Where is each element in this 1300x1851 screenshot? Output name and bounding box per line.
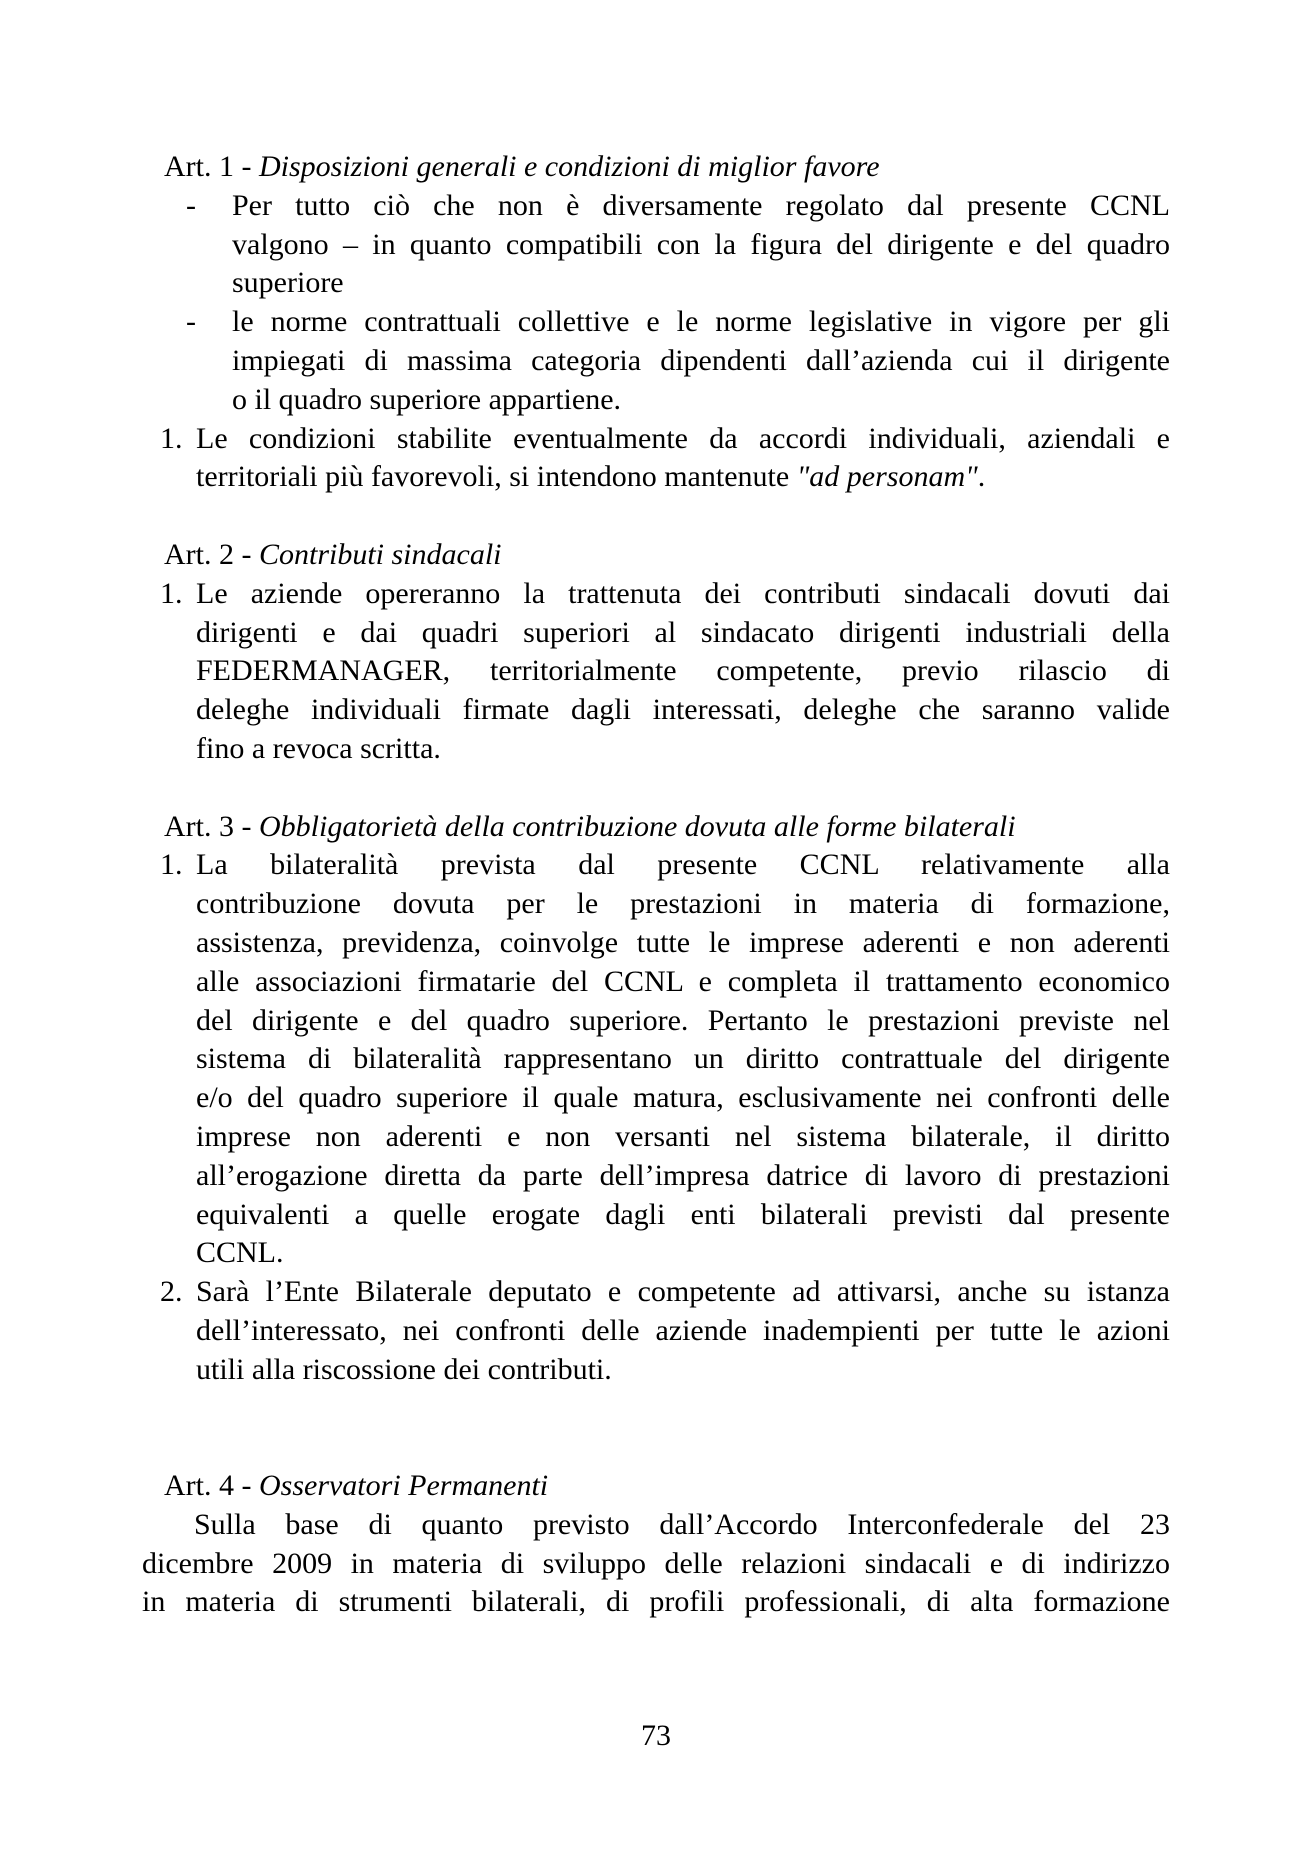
text-line: Sulla base di quanto previsto dall’Accordo Interconfederale del 23 <box>194 1507 1170 1541</box>
text-line: equivalenti a quelle erogate dagli enti bilaterali previsti dal presente <box>196 1197 1170 1231</box>
list-item <box>142 1273 1170 1389</box>
page-footer <box>142 1717 1170 1756</box>
text-line: dirigenti e dai quadri superiori al sindacato dirigenti industriali della <box>196 615 1170 649</box>
text-line: impiegati di massima categoria dipendenti dall’azienda cui il dirigente <box>232 343 1170 377</box>
text-line: le norme contrattuali collettive e le norme legislative in vigore per gli <box>232 305 1170 339</box>
italic-text: "ad personam" <box>796 460 978 494</box>
spacer <box>142 769 1170 808</box>
text-line: La bilateralità prevista dal presente CCNL relativamente alla <box>196 848 1170 882</box>
article-title: Osservatori Permanenti <box>258 1469 549 1503</box>
spacer <box>142 497 1170 536</box>
text-line <box>196 458 1170 497</box>
item-marker: - <box>186 305 196 339</box>
article-number: Art. 1 - <box>164 150 259 183</box>
document-content <box>142 148 1170 1622</box>
article-heading <box>164 148 1170 187</box>
article-heading <box>164 1467 1170 1506</box>
article-number: Art. 4 - <box>164 1469 259 1503</box>
text-segment: territoriali più favorevoli, si intendono mantenute <box>196 460 797 494</box>
text-line: contribuzione dovuta per le prestazioni in materia di formazione, <box>196 887 1170 921</box>
list-item <box>142 575 1170 769</box>
list-item <box>142 187 1170 303</box>
text-line: imprese non aderenti e non versanti nel sistema bilaterale, il diritto <box>196 1119 1170 1153</box>
list-item <box>142 420 1170 498</box>
text-line: in materia di strumenti bilaterali, di profili professionali, di alta formazione <box>142 1585 1170 1619</box>
text-line: Le aziende opereranno la trattenuta dei contributi sindacali dovuti dai <box>196 576 1170 610</box>
text-line: FEDERMANAGER, territorialmente competente, previo rilascio di <box>196 654 1170 688</box>
text-line: o il quadro superiore appartiene. <box>232 382 622 416</box>
article-title: Disposizioni generali e condizioni di miglior favore <box>258 150 880 183</box>
text-line: Sarà l’Ente Bilaterale deputato e competente ad attivarsi, anche su istanza <box>196 1275 1170 1309</box>
text-line: Per tutto ciò che non è diversamente regolato dal presente CCNL <box>232 188 1170 222</box>
text-line: all’erogazione diretta da parte dell’impresa datrice di lavoro di prestazioni <box>196 1158 1170 1192</box>
article-number: Art. 3 - <box>164 809 259 843</box>
item-marker: 2. <box>160 1275 183 1309</box>
text-line: alle associazioni firmatarie del CCNL e completa il trattamento economico <box>196 964 1170 998</box>
text-line: e/o del quadro superiore il quale matura, esclusivamente nei confronti delle <box>196 1081 1170 1115</box>
text-line: fino a revoca scritta. <box>196 731 441 765</box>
article-title: Obbligatorietà della contribuzione dovuta alle forme bilaterali <box>258 809 1016 843</box>
article-title: Contributi sindacali <box>258 537 502 571</box>
text-line: deleghe individuali firmate dagli interessati, deleghe che saranno valide <box>196 693 1170 727</box>
text-line: dell’interessato, nei confronti delle aziende inadempienti per tutte le azioni <box>196 1313 1170 1347</box>
text-line: superiore <box>232 266 344 300</box>
article-number: Art. 2 - <box>164 537 259 571</box>
text-line: assistenza, previdenza, coinvolge tutte le imprese aderenti e non aderenti <box>196 925 1170 959</box>
text-segment: . <box>977 460 986 494</box>
page-number: 73 <box>641 1719 671 1753</box>
item-marker: 1. <box>160 848 183 882</box>
text-line: CCNL. <box>196 1236 284 1270</box>
list-item <box>142 846 1170 1273</box>
text-line: valgono – in quanto compatibili con la figura del dirigente e del quadro <box>232 227 1170 261</box>
text-line: sistema di bilateralità rappresentano un diritto contrattuale del dirigente <box>196 1042 1170 1076</box>
list-item <box>142 303 1170 419</box>
text-line: del dirigente e del quadro superiore. Pertanto le prestazioni previste nel <box>196 1003 1170 1037</box>
text-line: Le condizioni stabilite eventualmente da accordi individuali, aziendali e <box>196 421 1170 455</box>
item-marker: 1. <box>160 576 183 610</box>
article-heading <box>164 536 1170 575</box>
article-heading <box>164 808 1170 847</box>
text-line: utili alla riscossione dei contributi. <box>196 1352 612 1386</box>
item-marker: - <box>186 188 196 222</box>
text-line: dicembre 2009 in materia di sviluppo delle relazioni sindacali e di indirizzo <box>142 1546 1170 1580</box>
item-marker: 1. <box>160 421 183 455</box>
spacer <box>142 1390 1170 1468</box>
paragraph <box>142 1506 1170 1622</box>
